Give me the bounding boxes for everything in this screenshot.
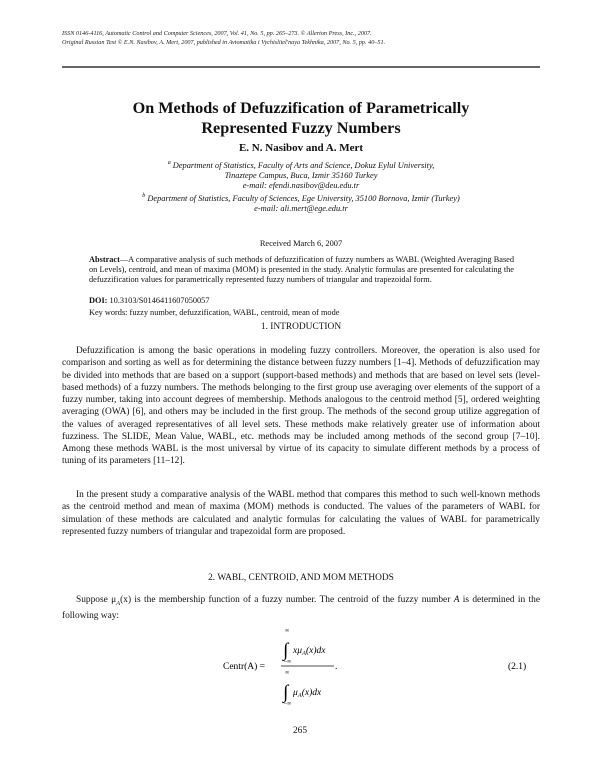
section-1-paragraph-1: Defuzzification is among the basic operations in modeling fuzzy controllers. Moreover, the operation is also used for comparison and sorting as well as for determining the distance between fuzzy numbers [1–4]. Methods of defuzzification may be divided into methods that are based on a support (support-based methods) and methods that are based on level sets (level-based methods) of a fuzzy numbers. The methods belonging to the first group use averaging over elements of the support of a fuzzy number, taking into account degrees of membership. Methods analogous to the centroid method [5], ordered weighting averaging (OWA) [6], and others may be included in the first group. The methods of the second group utilize aggregation of the values of averaged representatives of all level sets. These methods make relatively greater use of information about fuzziness. The SLIDE, Mean Value, WABL, etc. methods may be included among methods of the second group [7–10]. Among these methods WABL is the most universal by virtue of its capacity to simulate different methods by a process of tuning of its parameters [11–12]. (62, 346, 540, 467)
denominator-lower-limit: –∞ (284, 701, 292, 707)
abstract (89, 255, 514, 284)
abstract-label: Abstract (89, 255, 120, 264)
denominator-integral-sign: ∫ (283, 682, 289, 703)
section-2-body (62, 594, 540, 622)
section-1-body-2 (62, 489, 540, 538)
abstract-text: —A comparative analysis of such methods of defuzzification of fuzzy numbers as WABL (Weighted Averaging Based on Levels), centroid, and mean of maxima (MOM) is presented in the study. Analytic formulas are presented for calculating the defuzzification values for parametrically represented fuzzy numbers of triangular and trapezoidal form. (89, 255, 514, 284)
equation-trailing: . (335, 662, 338, 672)
paper-title-line1: On Methods of Defuzzification of Parametrically (132, 99, 470, 117)
affiliation-a-line2: Tinaztepe Campus, Buca, Izmir 35160 Turkey (224, 171, 378, 180)
paper-title (62, 98, 540, 138)
affiliation-a-mark: a (167, 160, 171, 166)
numerator-integral-sign: ∫ (283, 640, 289, 661)
section-2-text-2: (x) is the membership function of a fuzzy number. The centroid of the fuzzy number (120, 595, 454, 605)
section-2-sub: A (116, 599, 121, 607)
numerator-upper-limit: ∞ (285, 628, 290, 634)
page-number: 265 (292, 726, 308, 736)
affiliation-a-line1: Department of Statistics, Faculty of Arts and Science, Dokuz Eylul University, (170, 160, 435, 170)
affiliation-a-email: e-mail: efendi.nasibov@deu.edu.tr (242, 181, 360, 191)
doi (89, 296, 209, 305)
affiliation-b (62, 191, 540, 204)
denominator-sub: A (297, 692, 302, 699)
journal-header (62, 30, 542, 47)
authors: E. N. Nasibov and A. Mert (238, 142, 364, 154)
doi-label: DOI: (89, 296, 108, 305)
numerator-xmu: xμ (293, 646, 302, 656)
numerator-rest: (x)dx (305, 646, 326, 656)
section-1-heading: 1. INTRODUCTION (260, 322, 342, 332)
journal-header-line1: ISSN 0146-4116, Automatic Control and Computer Sciences, 2007, Vol. 41, No. 5, pp. 265–273. © Allerton Press, Inc., 2007. (62, 30, 372, 37)
section-2-paragraph-1 (62, 594, 540, 622)
journal-header-line2: Original Russian Text © E.N. Nasibov, A. Mert, 2007, published in Avtomatika i Vychislitel'naya Tekhnika, 2007, No. 5, pp. 40–51. (62, 38, 386, 46)
denominator-mu: μ (293, 688, 298, 698)
affiliations (62, 158, 540, 215)
denominator-body (292, 687, 322, 699)
keywords: Key words: fuzzy number, defuzzification, WABL, centroid, mean of mode (89, 308, 340, 317)
affiliation-b-mark: b (142, 193, 146, 200)
numerator-sub: A (302, 650, 306, 657)
denominator-upper-limit: ∞ (285, 670, 290, 676)
equation-2-1 (0, 620, 600, 720)
section-2-heading: 2. WABL, CENTROID, AND MOM METHODS (208, 573, 394, 583)
denominator-rest: (x)dx (301, 688, 322, 698)
affiliation-b-line1: Department of Statistics, Faculty of Sciences, Ege University, 35100 Bornova, Izmir (Turkey) (145, 194, 460, 204)
section-1-paragraph-2: In the present study a comparative analysis of the WABL method that compares this method to such well-known methods as the centroid method and mean of maxima (MOM) methods is conducted. The values of the parameters of WABL for simulation of these methods are calculated and analytic formulas for calculating the values of WABL for parametrically represented fuzzy numbers of triangular and trapezoidal form are proposed. (62, 490, 540, 537)
received-date: Received March 6, 2007 (259, 239, 343, 248)
doi-value: 10.3103/S0146411607050057 (107, 296, 210, 305)
header-rule (62, 66, 540, 68)
equation-lhs: Centr(A) = (223, 662, 266, 672)
section-2-var-A: A (453, 595, 460, 605)
section-2-text-1: Suppose μ (76, 595, 117, 605)
affiliation-a (62, 158, 540, 171)
section-2-text-3: is determined in the following way: (62, 595, 540, 622)
section-1-body (62, 345, 540, 468)
paper-title-line2: Represented Fuzzy Numbers (201, 119, 401, 137)
equation-number: (2.1) (508, 662, 527, 672)
affiliation-b-email: e-mail: ali.mert@ege.edu.tr (254, 204, 348, 214)
numerator-lower-limit: –∞ (284, 659, 292, 665)
numerator-body (292, 645, 326, 657)
